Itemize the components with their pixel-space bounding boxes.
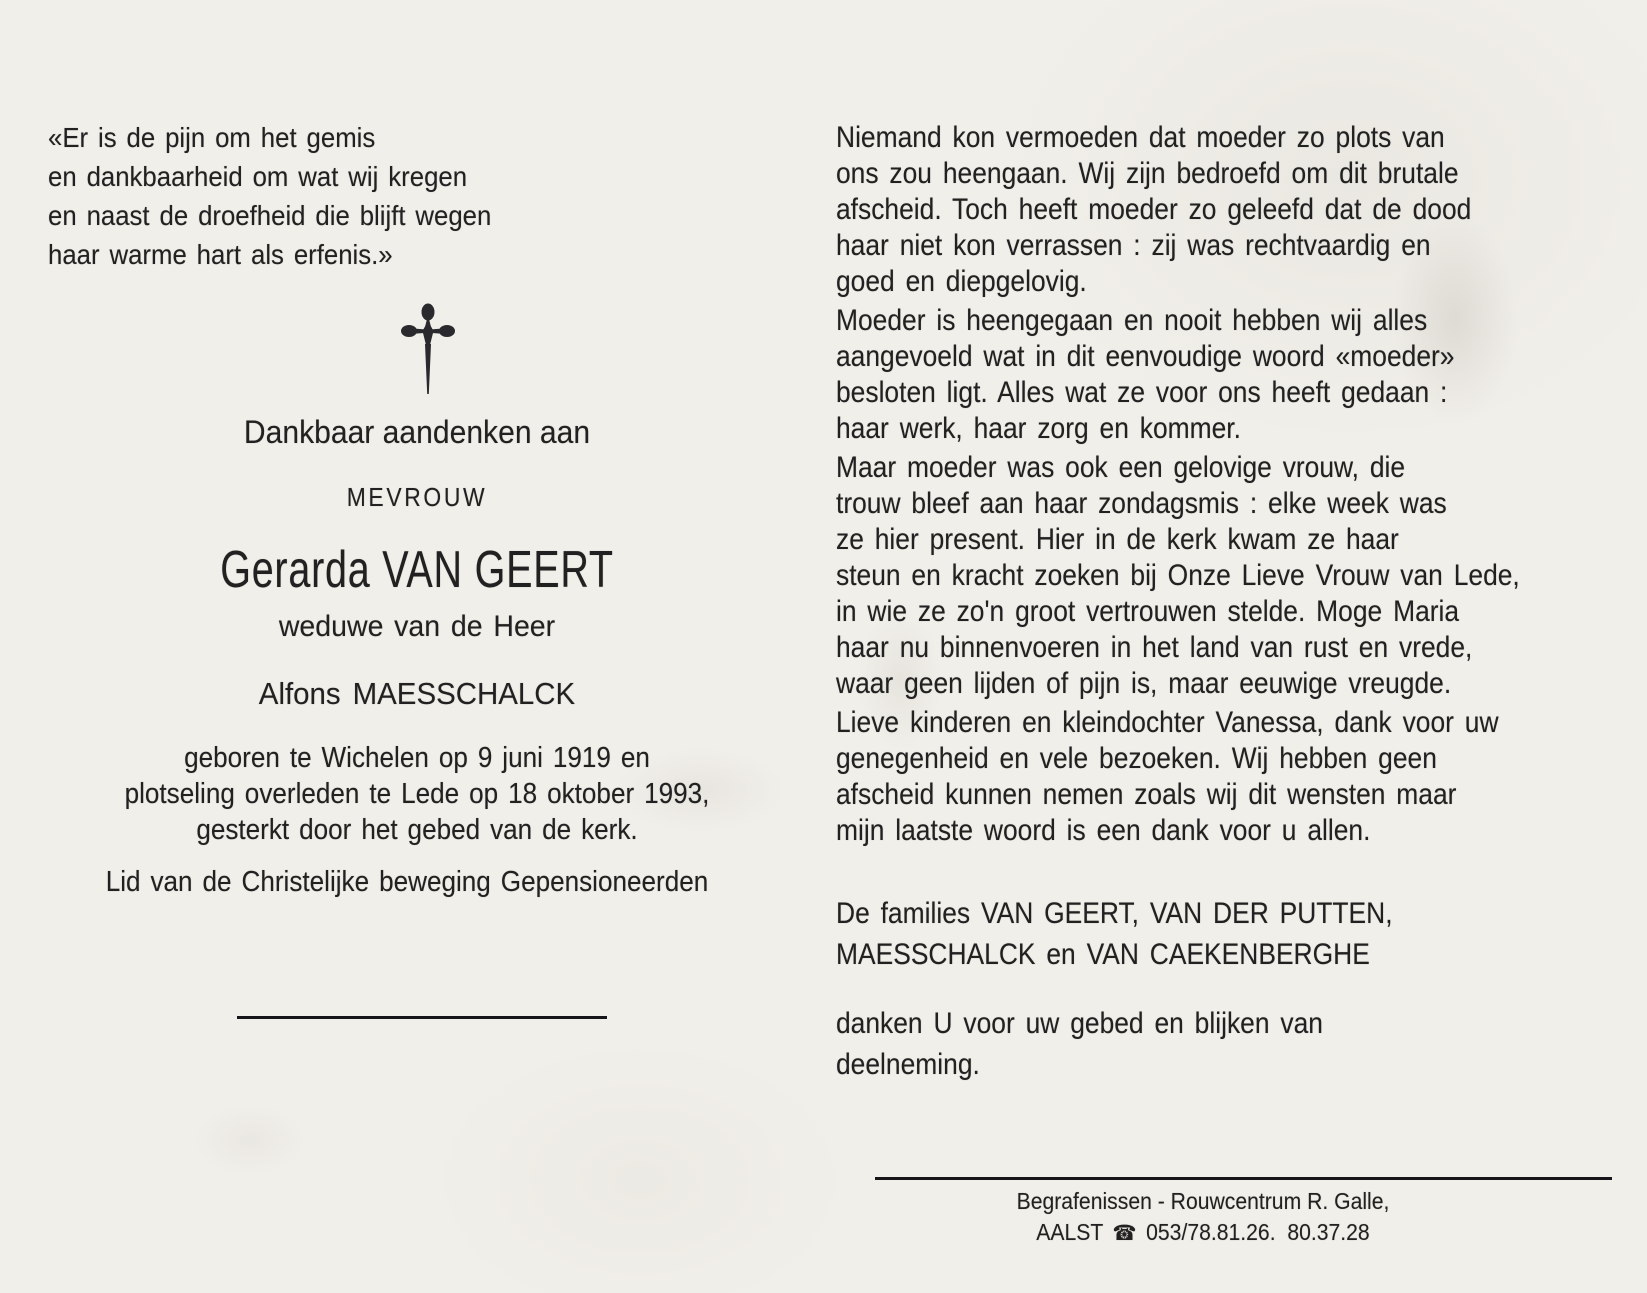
- life-line: geboren te Wichelen op 9 juni 1919 en: [184, 742, 650, 774]
- separator-line: [237, 1016, 607, 1019]
- text-line: besloten ligt. Alles wat ze voor ons heeft gedaan :: [836, 376, 1448, 409]
- funeral-home-footer: [872, 1186, 1534, 1249]
- text-line: ons zou heengaan. Wij zijn bedroefd om dit brutale: [836, 157, 1459, 190]
- text-line: steun en kracht zoeken bij Onze Lieve Vrouw van Lede,: [836, 559, 1520, 592]
- paragraph: [836, 450, 1520, 702]
- text-line: waar geen lijden of pijn is, maar eeuwige vreugde.: [836, 667, 1452, 700]
- text-line: mijn laatste woord is een dank voor u allen.: [836, 814, 1371, 847]
- life-line: gesterkt door het gebed van de kerk.: [196, 814, 638, 846]
- funeral-home-city: AALST: [1036, 1219, 1109, 1245]
- deceased-name: Gerarda VAN GEERT: [220, 541, 614, 599]
- text-line: ze hier present. Hier in de kerk kwam ze haar: [836, 523, 1399, 556]
- opening-quote: [48, 118, 491, 274]
- thanks-line: danken U voor uw gebed en blijken van: [836, 1007, 1323, 1040]
- text-line: goed en diepgelovig.: [836, 265, 1087, 298]
- quote-line: «Er is de pijn om het gemis: [48, 122, 376, 153]
- text-line: afscheid. Toch heeft moeder zo geleefd dat de dood: [836, 193, 1472, 226]
- relation-line: weduwe van de Heer: [278, 610, 556, 643]
- text-line: genegenheid en vele bezoeken. Wij hebben geen: [836, 742, 1437, 775]
- telephone-icon: ☎: [1112, 1221, 1137, 1245]
- families-block: [836, 893, 1393, 975]
- membership-line: Lid van de Christelijke beweging Gepensioneerden: [105, 866, 709, 898]
- text-line: haar nu binnenvoeren in het land van rust en vrede,: [836, 631, 1473, 664]
- paragraph: [836, 705, 1520, 849]
- text-line: afscheid kunnen nemen zoals wij dit wensten maar: [836, 778, 1457, 811]
- text-line: trouw bleef aan haar zondagsmis : elke week was: [836, 487, 1447, 520]
- families-line: De families VAN GEERT, VAN DER PUTTEN,: [836, 897, 1393, 930]
- text-line: haar werk, haar zorg en kommer.: [836, 412, 1241, 445]
- life-line: plotseling overleden te Lede op 18 oktober 1993,: [124, 778, 710, 810]
- funeral-home-name: Begrafenissen - Rouwcentrum R. Galle,: [1016, 1188, 1390, 1214]
- text-line: haar niet kon verrassen : zij was rechtvaardig en: [836, 229, 1431, 262]
- life-dates: [62, 740, 773, 848]
- paragraph: [836, 303, 1520, 447]
- text-line: Maar moeder was ook een gelovige vrouw, die: [836, 451, 1406, 484]
- footer-divider-line: [875, 1177, 1612, 1180]
- honorific: MEVROUW: [346, 482, 488, 512]
- funeral-home-phone: 053/78.81.26. 80.37.28: [1140, 1219, 1370, 1245]
- intro-line: Dankbaar aandenken aan: [243, 414, 591, 450]
- funeral-home-contact: [872, 1217, 1534, 1249]
- memorial-text: [836, 120, 1520, 852]
- text-line: aangevoeld wat in dit eenvoudige woord «moeder»: [836, 340, 1455, 373]
- thanks-block: [836, 1003, 1323, 1085]
- thanks-line: deelneming.: [836, 1048, 980, 1081]
- paragraph: [836, 120, 1520, 300]
- quote-line: en naast de droefheid die blijft wegen: [48, 200, 492, 231]
- text-line: Moeder is heengegaan en nooit hebben wij alles: [836, 304, 1428, 337]
- spouse-name: Alfons MAESSCHALCK: [258, 676, 576, 711]
- text-line: Lieve kinderen en kleindochter Vanessa, dank voor uw: [836, 706, 1499, 739]
- cross-icon: [399, 300, 457, 396]
- quote-line: haar warme hart als erfenis.»: [48, 239, 393, 270]
- quote-line: en dankbaarheid om wat wij kregen: [48, 161, 468, 192]
- families-line: MAESSCHALCK en VAN CAEKENBERGHE: [836, 938, 1370, 971]
- text-line: in wie ze zo'n groot vertrouwen stelde. Moge Maria: [836, 595, 1460, 628]
- text-line: Niemand kon vermoeden dat moeder zo plots van: [836, 121, 1445, 154]
